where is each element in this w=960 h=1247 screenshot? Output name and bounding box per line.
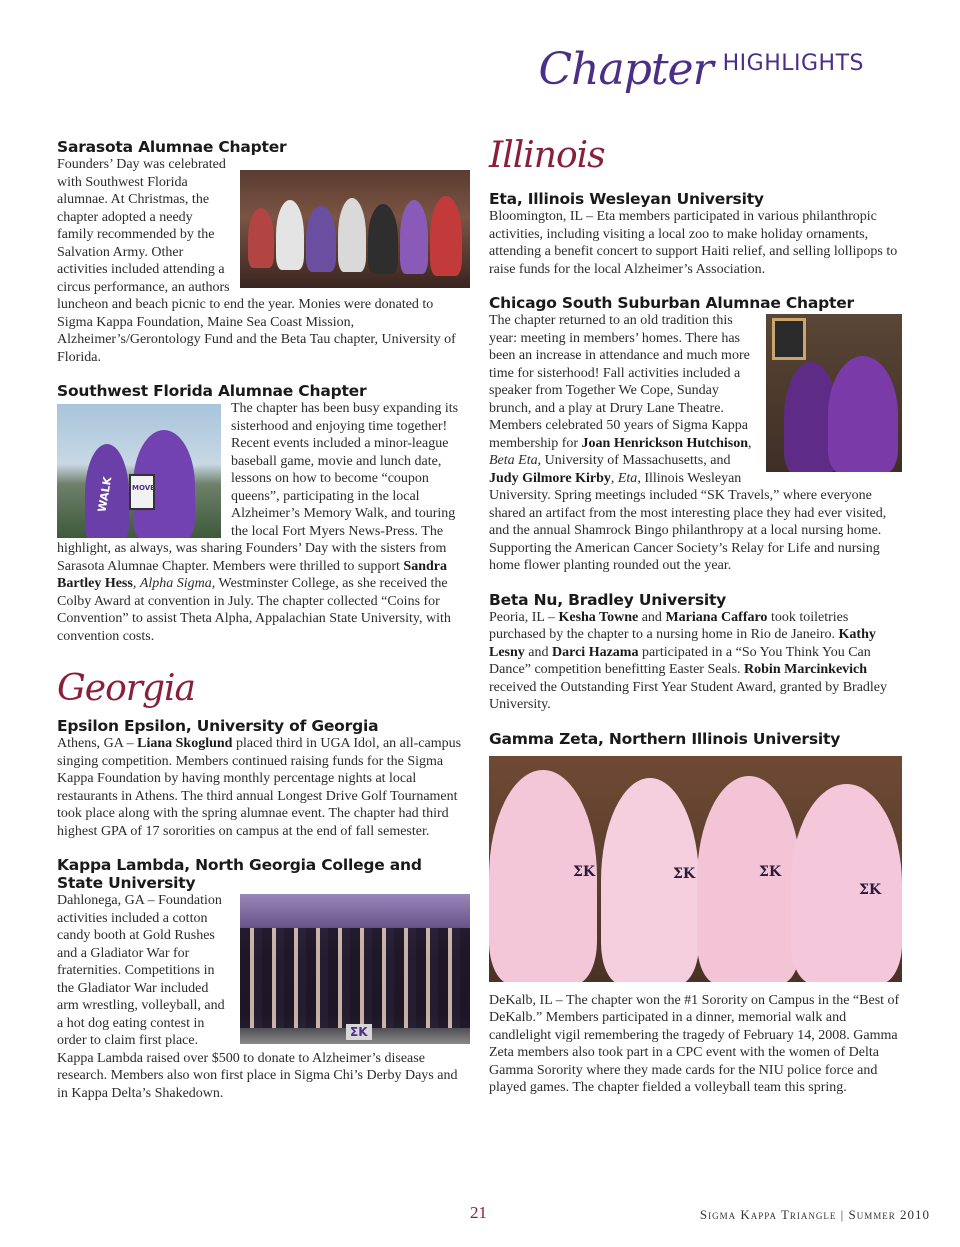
sweatshirt-letters: ΣK bbox=[759, 863, 782, 880]
section-sarasota bbox=[57, 138, 470, 366]
photo-figure bbox=[430, 196, 462, 276]
move-plaque-text: MOVE bbox=[132, 484, 155, 492]
section-southwest-florida bbox=[57, 382, 470, 645]
chicago-members-photo bbox=[766, 314, 902, 472]
section-epsilon-epsilon bbox=[57, 717, 470, 840]
photo-figure bbox=[306, 206, 336, 272]
section-title: Kappa Lambda, North Georgia College and State University bbox=[57, 856, 422, 892]
section-gamma-zeta bbox=[489, 730, 902, 1097]
section-body: The chapter has been busy expanding its sisterhood and enjoying time together! Recent events included a minor-league baseball game, movie and lunch date, lessons on how to become “coupon queens”, participating in the local Alzheimer’s Memory Walk, and touring the local Fort Myers News-Press. The highlight, as always, was sharing Founders’ Day with the sisters from Sarasota Alumnae Chapter. Members were thrilled to support Sandra Bartley Hess, Alpha Sigma, Westminster College, as she received the Colby Award at convention in July. The chapter collected “Coins for Convention” to assist Theta Alpha, Appalachian State University, with convention costs. bbox=[57, 401, 459, 644]
section-title: Chicago South Suburban Alumnae Chapter bbox=[489, 294, 854, 312]
section-title: Epsilon Epsilon, University of Georgia bbox=[57, 717, 379, 735]
section-body: Peoria, IL – Kesha Towne and Mariana Caffaro took toiletries purchased by the chapter to a nursing home in Rio de Janeiro. Kathy Lesny and Darci Hazama participated in a “So You Think You Can Dance” competition benefitting Easter Seals. Robin Marcinkevich received the Outstanding First Year Student Award, granted by Bradley University. bbox=[489, 609, 888, 712]
header-script-title: Chapter bbox=[538, 44, 713, 95]
wall-frame bbox=[772, 318, 806, 360]
section-title: Beta Nu, Bradley University bbox=[489, 590, 727, 609]
section-body: Founders’ Day was celebrated with Southwest Florida alumnae. At Christmas, the chapter adopted a needy family recommended by the Salvation Army. Other activities included attending a circus performance, an authors luncheon and beach picnic to end the year. Monies were donated to Sigma Kappa Foundation, Maine Sea Coast Mission, Alzheimer’s/Gerontology Fund and the Beta Tau chapter, University of Florida. bbox=[57, 157, 456, 365]
sweatshirt-letters: ΣK bbox=[859, 881, 882, 898]
section-title: Sarasota Alumnae Chapter bbox=[57, 138, 287, 156]
sarasota-group-photo bbox=[240, 170, 470, 288]
photo-figure bbox=[248, 208, 274, 268]
walk-shirt-text: WALK bbox=[95, 475, 115, 514]
kappa-banner-text: ΣK bbox=[346, 1024, 372, 1040]
section-body: Dahlonega, GA – Foundation activities included a cotton candy booth at Gold Rushes and a Gladiator War for fraternities. Competitions in the Gladiator War included arm wrestling, volleyball, and a hot dog eating contest in order to claim first place. Kappa Lambda raised over $500 to donate to Alzheimer’s disease research. Members also won first place in Sigma Chi’s Derby Days and in Kappa Delta’s Shakedown. bbox=[57, 893, 458, 1101]
kappa-lambda-group-photo bbox=[240, 894, 470, 1044]
section-eta bbox=[489, 190, 902, 278]
page-header bbox=[538, 22, 864, 95]
photo-figure bbox=[697, 776, 801, 982]
photo-figure bbox=[400, 200, 428, 274]
sweatshirt-letters: ΣK bbox=[673, 865, 696, 882]
section-chicago-south-suburban bbox=[489, 294, 902, 575]
section-kappa-lambda bbox=[57, 856, 470, 1102]
page-number: 21 bbox=[470, 1203, 487, 1222]
award-plaque bbox=[129, 474, 155, 510]
gamma-zeta-photo bbox=[489, 756, 902, 982]
photo-figure bbox=[828, 356, 898, 472]
photo-figure bbox=[368, 204, 398, 274]
section-body: The chapter returned to an old tradition this year: meeting in members’ homes. There has been an increase in attendance and much more time for sisterhood! Fall activities included a speaker from Together We Cope, Sunday brunch, and a play at Drury Lane Theatre. Members celebrated 50 years of Sigma Kappa membership for Joan Henrickson Hutchison, Beta Eta, University of Massachusetts, and Judy Gilmore Kirby, Eta, Illinois Wesleyan University. Spring meetings included “SK Travels,” where everyone shared an artifact from the most interesting place they had ever visited, and the annual Shamrock Bingo philanthropy at a local nursing home. Supporting the American Cancer Society’s Relay for Life and nursing home flower planting rounded out the year. bbox=[489, 313, 887, 573]
photo-crowd bbox=[240, 928, 470, 1028]
section-title: Gamma Zeta, Northern Illinois University bbox=[489, 729, 841, 748]
left-column bbox=[57, 138, 470, 1118]
photo-figure bbox=[338, 198, 366, 272]
photo-figure bbox=[276, 200, 304, 270]
section-body: Athens, GA – Liana Skoglund placed third in UGA Idol, an all-campus singing competition. Members continued raising funds for the Sigma Kappa Foundation by having monthly percentage nights at local restaurants in Athens. The third annual Longest Drive Golf Tournament took place along with the spring alumnae event. The chapter had third highest GPA of 17 sororities on campus at the end of fall semester. bbox=[57, 736, 462, 839]
header-caps-title: HIGHLIGHTS bbox=[722, 51, 864, 76]
footer-publication: Sigma Kappa Triangle | Summer 2010 bbox=[699, 1207, 930, 1222]
section-title: Eta, Illinois Wesleyan University bbox=[489, 190, 764, 208]
section-body: Bloomington, IL – Eta members participated in various philanthropic activities, including visiting a local zoo to make holiday ornaments, attending a benefit concert to support Haiti relief, and selling lollipops to raise funds for the local Alzheimer’s Association. bbox=[489, 209, 898, 277]
sweatshirt-letters: ΣK bbox=[573, 863, 596, 880]
region-heading-georgia: Georgia bbox=[57, 668, 195, 709]
section-body: DeKalb, IL – The chapter won the #1 Sorority on Campus in the “Best of DeKalb.” Members participated in a dinner, memorial walk and candlelight vigil remembering the tragedy of February 14, 2008. Gamma Zeta members also took part in a CPC event with the women of Delta Gamma Sorority where they made cards for the NIU police force and played games. The chapter fielded a volleyball team this spring. bbox=[489, 992, 900, 1095]
right-column bbox=[489, 135, 902, 1113]
section-title: Southwest Florida Alumnae Chapter bbox=[57, 382, 367, 400]
region-heading-illinois: Illinois bbox=[489, 135, 605, 176]
section-beta-nu bbox=[489, 591, 902, 714]
southwest-florida-photo bbox=[57, 404, 221, 538]
photo-figure bbox=[791, 784, 902, 982]
